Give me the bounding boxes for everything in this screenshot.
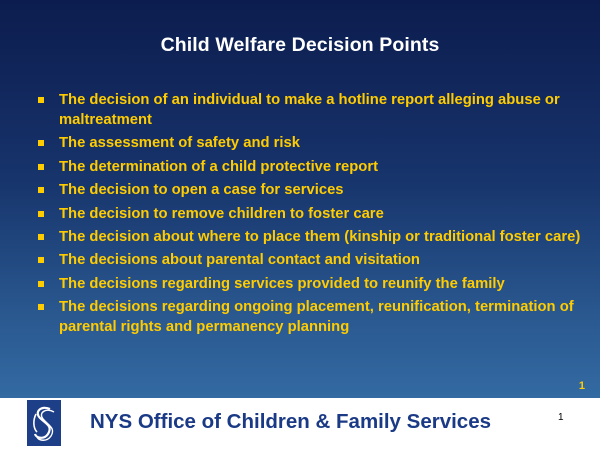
list-item <box>36 90 581 130</box>
list-item <box>36 204 581 224</box>
bullet-list <box>36 90 581 341</box>
list-item <box>36 180 581 200</box>
ocfs-logo-icon <box>27 400 61 446</box>
list-item <box>36 157 581 177</box>
list-item <box>36 297 581 337</box>
bullet-text: The decision to remove children to foster care <box>59 205 384 222</box>
square-bullet-icon <box>38 187 44 193</box>
square-bullet-icon <box>38 140 44 146</box>
bullet-text: The decision of an individual to make a hotline report alleging abuse or maltreatment <box>59 92 560 128</box>
list-item <box>36 227 581 247</box>
slide-number: 1 <box>578 380 585 392</box>
bullet-text: The assessment of safety and risk <box>59 135 300 152</box>
square-bullet-icon <box>38 164 44 170</box>
list-item <box>36 250 581 270</box>
bullet-text: The decision to open a case for services <box>59 182 344 199</box>
slide-title: Child Welfare Decision Points <box>160 34 440 56</box>
bullet-text: The determination of a child protective report <box>59 158 379 175</box>
list-item <box>36 133 581 153</box>
bullet-text: The decision about where to place them (kinship or traditional foster care) <box>59 228 581 245</box>
bullet-text: The decisions regarding services provided to reunify the family <box>59 275 505 292</box>
square-bullet-icon <box>38 257 44 263</box>
organization-name: NYS Office of Children & Family Services <box>90 410 492 433</box>
page-number: 1 <box>558 412 564 423</box>
square-bullet-icon <box>38 281 44 287</box>
square-bullet-icon <box>38 211 44 217</box>
bullet-text: The decisions about parental contact and visitation <box>59 252 420 269</box>
footer-banner <box>0 398 600 450</box>
list-item <box>36 274 581 294</box>
square-bullet-icon <box>38 234 44 240</box>
square-bullet-icon <box>38 97 44 103</box>
square-bullet-icon <box>38 304 44 310</box>
bullet-text: The decisions regarding ongoing placement, reunification, termination of parental rights and permanency planning <box>59 299 574 336</box>
